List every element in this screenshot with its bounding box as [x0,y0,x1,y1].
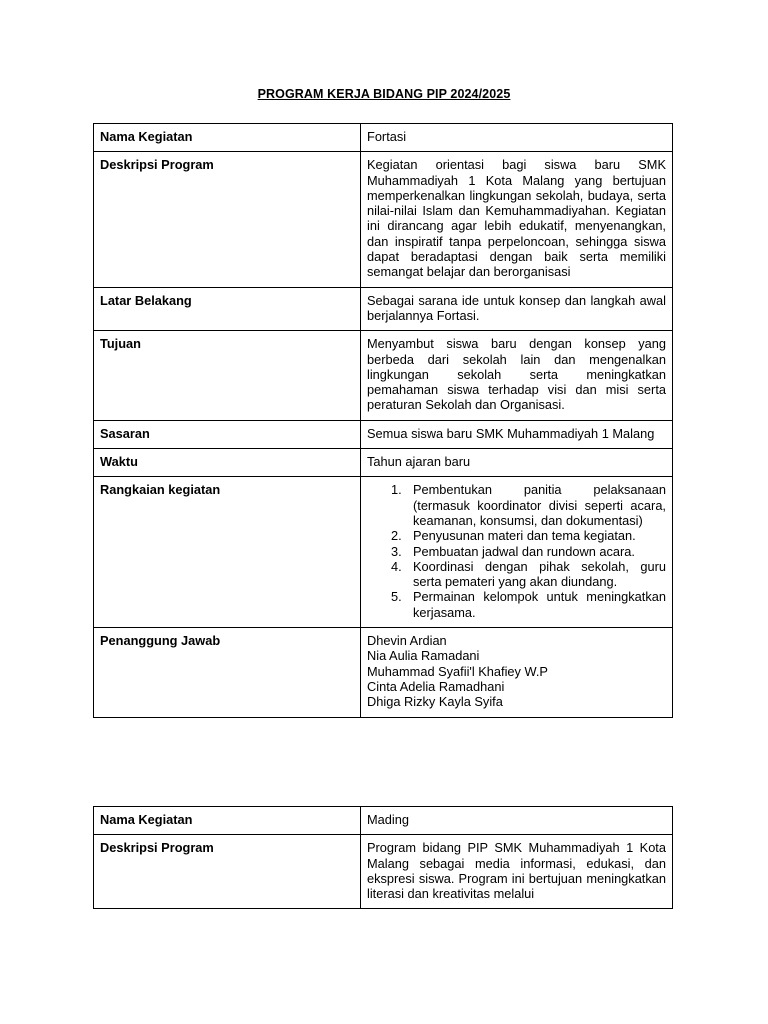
person-name: Dhevin Ardian [367,633,447,649]
table-row-rangkaian-kegiatan [94,477,673,628]
row-value: Tahun ajaran baru [361,449,673,477]
row-value [361,477,673,628]
row-value: Fortasi [361,124,673,152]
table-row-waktu [94,449,673,477]
list-item [391,558,666,590]
row-label: Latar Belakang [94,287,361,331]
list-item-text: Penyusunan materi dan tema kegiatan. [413,528,636,544]
person-name: Cinta Adelia Ramadhani [367,678,505,694]
document-title: PROGRAM KERJA BIDANG PIP 2024/2025 [257,87,511,101]
row-value: Semua siswa baru SMK Muhammadiyah 1 Malang [361,420,673,448]
row-label: Deskripsi Program [94,835,361,909]
program-table-mading [93,806,673,909]
row-label: Waktu [94,449,361,477]
list-item-number: 3. [391,543,402,559]
row-value: Menyambut siswa baru dengan konsep yang berbeda dari sekolah lain dan mengenalkan lingkungan sekolah serta meningkatkan pemahaman siswa terhadap visi dan misi serta peraturan Sekolah dan Organisasi. [361,331,673,420]
list-item [391,528,666,544]
table-row-latar-belakang [94,287,673,331]
list-item-number: 5. [391,589,402,605]
row-label: Deskripsi Program [94,152,361,287]
person-name: Nia Aulia Ramadani [367,648,480,664]
person-name: Muhammad Syafii'l Khafiey W.P [367,663,548,679]
row-value [361,628,673,717]
row-label: Tujuan [94,331,361,420]
row-label: Sasaran [94,420,361,448]
table-row-nama-kegiatan [94,124,673,152]
list-item-text: Permainan kelompok untuk meningkatkan kerjasama. [413,589,666,620]
table-row-deskripsi-program [94,835,673,909]
activity-steps-list [367,482,666,620]
row-value: Program bidang PIP SMK Muhammadiyah 1 Kota Malang sebagai media informasi, edukasi, dan ekspresi siswa. Program ini bertujuan meningkatkan literasi dan kreativitas melalui [361,835,673,909]
table-row-sasaran [94,420,673,448]
row-value: Kegiatan orientasi bagi siswa baru SMK Muhammadiyah 1 Kota Malang yang bertujuan memperkenalkan lingkungan sekolah, budaya, serta nilai-nilai Islam dan Kemuhammadiyahan. Kegiatan ini dirancang agar lebih edukatif, menyenangkan, dan inspiratif tanpa perpeloncoan, sehingga siswa dapat beradaptasi dengan baik serta memiliki semangat belajar dan berorganisasi [361,152,673,287]
list-item [391,589,666,620]
list-item [391,543,666,559]
row-value: Mading [361,807,673,835]
list-item-number: 1. [391,482,402,498]
person-name: Dhiga Rizky Kayla Syifa [367,694,503,710]
program-table-fortasi [93,123,673,718]
row-label: Rangkaian kegiatan [94,477,361,628]
table-row-nama-kegiatan [94,807,673,835]
table-row-penanggung-jawab [94,628,673,717]
table-row-tujuan [94,331,673,420]
list-item [391,482,666,528]
row-label: Nama Kegiatan [94,124,361,152]
list-item-text: Pembuatan jadwal dan rundown acara. [413,543,635,559]
table-row-deskripsi-program [94,152,673,287]
row-label: Nama Kegiatan [94,807,361,835]
list-item-text: Pembentukan panitia pelaksanaan (termasuk koordinator divisi seperti acara, keamanan, konsumsi, dan dokumentasi) [413,482,666,528]
row-label: Penanggung Jawab [94,628,361,717]
list-item-number: 4. [391,558,402,574]
list-item-text: Koordinasi dengan pihak sekolah, guru serta pemateri yang akan diundang. [413,558,666,590]
row-value: Sebagai sarana ide untuk konsep dan langkah awal berjalannya Fortasi. [361,287,673,331]
list-item-number: 2. [391,528,402,544]
